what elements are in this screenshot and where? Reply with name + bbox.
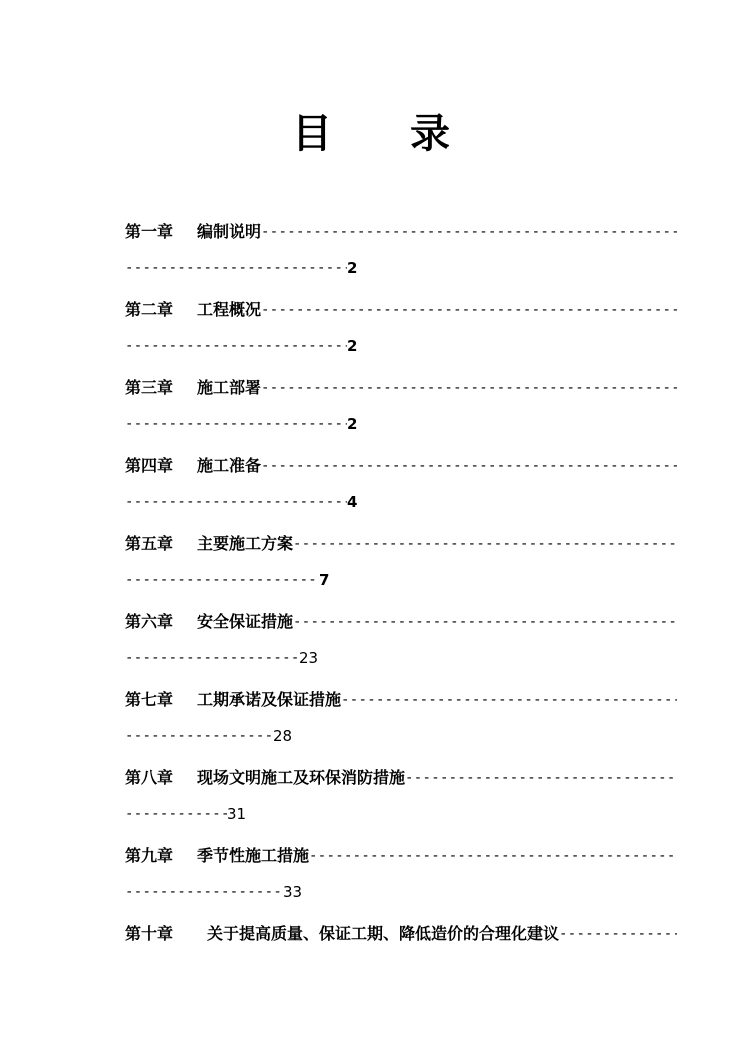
chapter-title: 工程概况 — [197, 300, 262, 319]
dot-leader — [261, 294, 677, 326]
dot-leader — [125, 642, 299, 674]
chapter-number: 第四章 — [125, 456, 174, 475]
dot-leader — [125, 408, 347, 440]
toc-entry — [125, 528, 677, 606]
chapter-title: 主要施工方案 — [197, 534, 294, 553]
page-number: 7 — [319, 571, 330, 589]
page-number: 33 — [283, 883, 303, 901]
dot-leader — [125, 798, 227, 830]
chapter-number: 第八章 — [125, 768, 174, 787]
chapter-title: 施工部署 — [197, 378, 262, 397]
page-number: 28 — [273, 727, 293, 745]
dot-leader — [125, 252, 347, 284]
page-number: 2 — [347, 415, 358, 433]
toc-entry — [125, 840, 677, 918]
dot-leader — [125, 720, 273, 752]
page-number: 2 — [347, 337, 358, 355]
toc-entry — [125, 372, 677, 450]
dot-leader — [125, 876, 283, 908]
chapter-title: 关于提高质量、保证工期、降低造价的合理化建议 — [207, 924, 560, 943]
table-of-contents — [125, 216, 677, 996]
toc-entry — [125, 762, 677, 840]
chapter-number: 第一章 — [125, 222, 174, 241]
toc-entry — [125, 450, 677, 528]
chapter-number: 第二章 — [125, 300, 174, 319]
dot-leader — [309, 840, 677, 872]
dot-leader — [293, 606, 677, 638]
toc-entry — [125, 606, 677, 684]
chapter-title: 季节性施工措施 — [197, 846, 310, 865]
chapter-title: 编制说明 — [197, 222, 262, 241]
chapter-title: 工期承诺及保证措施 — [197, 690, 342, 709]
page-number: 23 — [299, 649, 319, 667]
toc-heading: 目 录 — [292, 111, 452, 157]
page-number: 4 — [347, 493, 358, 511]
chapter-number: 第九章 — [125, 846, 174, 865]
page-number: 2 — [347, 259, 358, 277]
toc-entry — [125, 216, 677, 294]
dot-leader — [559, 918, 677, 950]
dot-leader — [125, 330, 347, 362]
chapter-number: 第七章 — [125, 690, 174, 709]
page-number: 31 — [227, 805, 247, 823]
dot-leader — [405, 762, 677, 794]
chapter-number: 第十章 — [125, 924, 174, 943]
dot-leader — [261, 216, 677, 248]
toc-entry — [125, 684, 677, 762]
chapter-title: 现场文明施工及环保消防措施 — [197, 768, 406, 787]
dot-leader — [341, 684, 677, 716]
dot-leader — [293, 528, 677, 560]
chapter-title: 施工准备 — [197, 456, 262, 475]
dot-leader — [261, 450, 677, 482]
chapter-number: 第三章 — [125, 378, 174, 397]
chapter-title: 安全保证措施 — [197, 612, 294, 631]
dot-leader — [125, 486, 347, 518]
chapter-number: 第六章 — [125, 612, 174, 631]
dot-leader — [261, 372, 677, 404]
chapter-number: 第五章 — [125, 534, 174, 553]
toc-entry — [125, 294, 677, 372]
dot-leader — [125, 564, 319, 596]
toc-entry — [125, 918, 677, 996]
